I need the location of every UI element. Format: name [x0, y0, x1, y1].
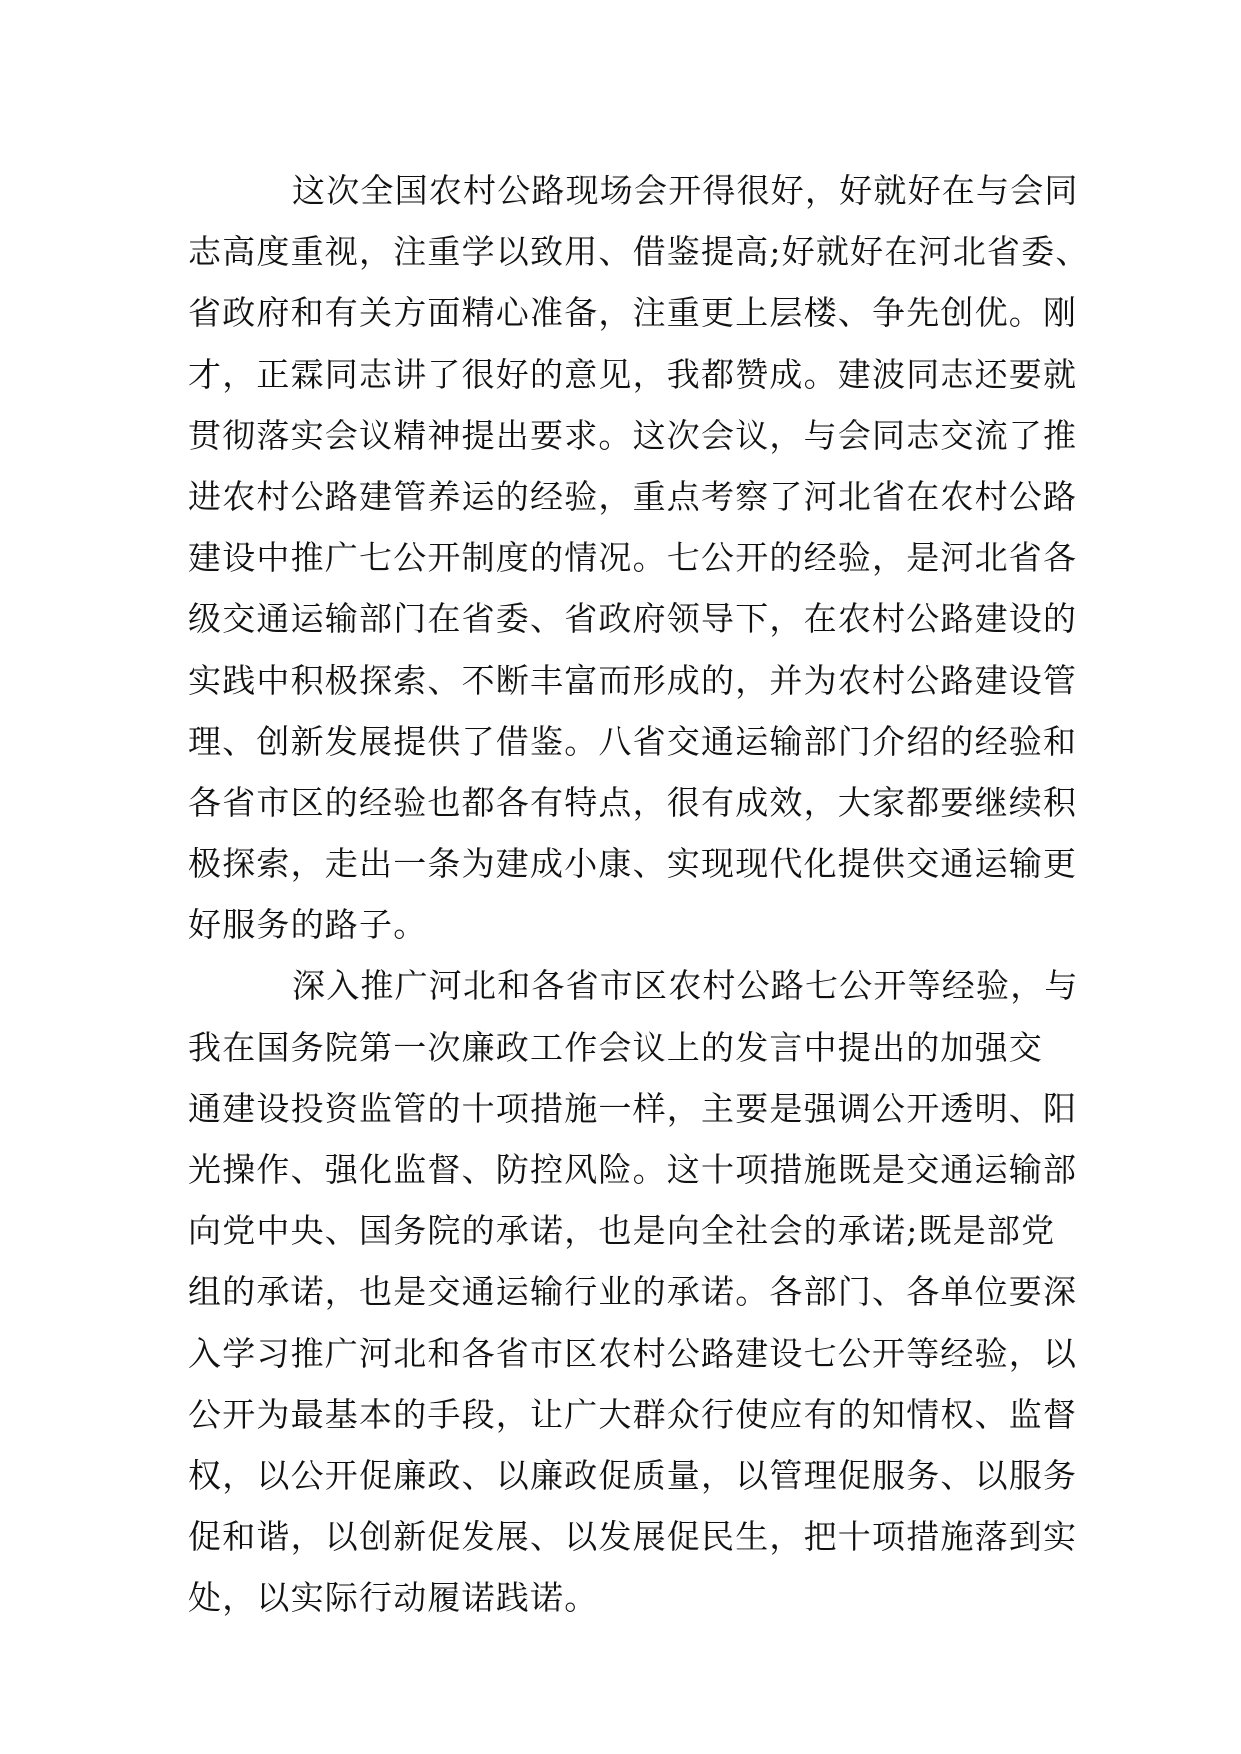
- paragraph-line: 实践中积极探索、不断丰富而形成的，并为农村公路建设管: [188, 660, 1078, 700]
- paragraph-line: 光操作、强化监督、防控风险。这十项措施既是交通运输部: [188, 1150, 1078, 1189]
- paragraph-line: 极探索，走出一条为建成小康、实现现代化提供交通运输更: [188, 844, 1078, 884]
- document-body: [188, 160, 1090, 1629]
- paragraph-line: 级交通运输部门在省委、省政府领导下，在农村公路建设的: [188, 599, 1078, 639]
- paragraph-line: 深入推广河北和各省市区农村公路七公开等经验，与: [292, 966, 1079, 1006]
- paragraph-line: 这次全国农村公路现场会开得很好，好就好在与会同: [292, 171, 1079, 210]
- paragraph-line: 才，正霖同志讲了很好的意见，我都赞成。建波同志还要就: [188, 354, 1078, 394]
- paragraph-line: 进农村公路建管养运的经验，重点考察了河北省在农村公路: [188, 476, 1078, 516]
- paragraph-line: 理、创新发展提供了借鉴。八省交通运输部门介绍的经验和: [188, 721, 1078, 761]
- paragraph-line: 向党中央、国务院的承诺，也是向全社会的承诺;既是部党: [188, 1211, 1056, 1251]
- paragraph-line: 公开为最基本的手段，让广大群众行使应有的知情权、监督: [188, 1394, 1078, 1434]
- paragraph-line: 促和谐，以创新促发展、以发展促民生，把十项措施落到实: [188, 1517, 1078, 1557]
- paragraph-line: 志高度重视，注重学以致用、借鉴提高;好就好在河北省委、: [188, 232, 1090, 272]
- paragraph-line: 好服务的路子。: [188, 905, 428, 945]
- paragraph-line: 权，以公开促廉政、以廉政促质量，以管理促服务、以服务: [188, 1455, 1078, 1495]
- paragraph-line: 省政府和有关方面精心准备，注重更上层楼、争先创优。刚: [188, 293, 1078, 333]
- paragraph-line: 处，以实际行动履诺践诺。: [188, 1578, 599, 1618]
- paragraph-line: 贯彻落实会议精神提出要求。这次会议，与会同志交流了推: [188, 415, 1078, 455]
- paragraph-line: 通建设投资监管的十项措施一样，主要是强调公开透明、阳: [188, 1088, 1078, 1128]
- paragraph-line: 组的承诺，也是交通运输行业的承诺。各部门、各单位要深: [188, 1272, 1078, 1312]
- paragraph-1: [188, 160, 1090, 955]
- paragraph-line: 各省市区的经验也都各有特点，很有成效，大家都要继续积: [188, 782, 1078, 822]
- paragraph-2: [188, 955, 1079, 1628]
- paragraph-line: 入学习推广河北和各省市区农村公路建设七公开等经验，以: [188, 1333, 1078, 1373]
- paragraph-line: 我在国务院第一次廉政工作会议上的发言中提出的加强交: [188, 1027, 1043, 1067]
- paragraph-line: 建设中推广七公开制度的情况。七公开的经验，是河北省各: [188, 538, 1078, 578]
